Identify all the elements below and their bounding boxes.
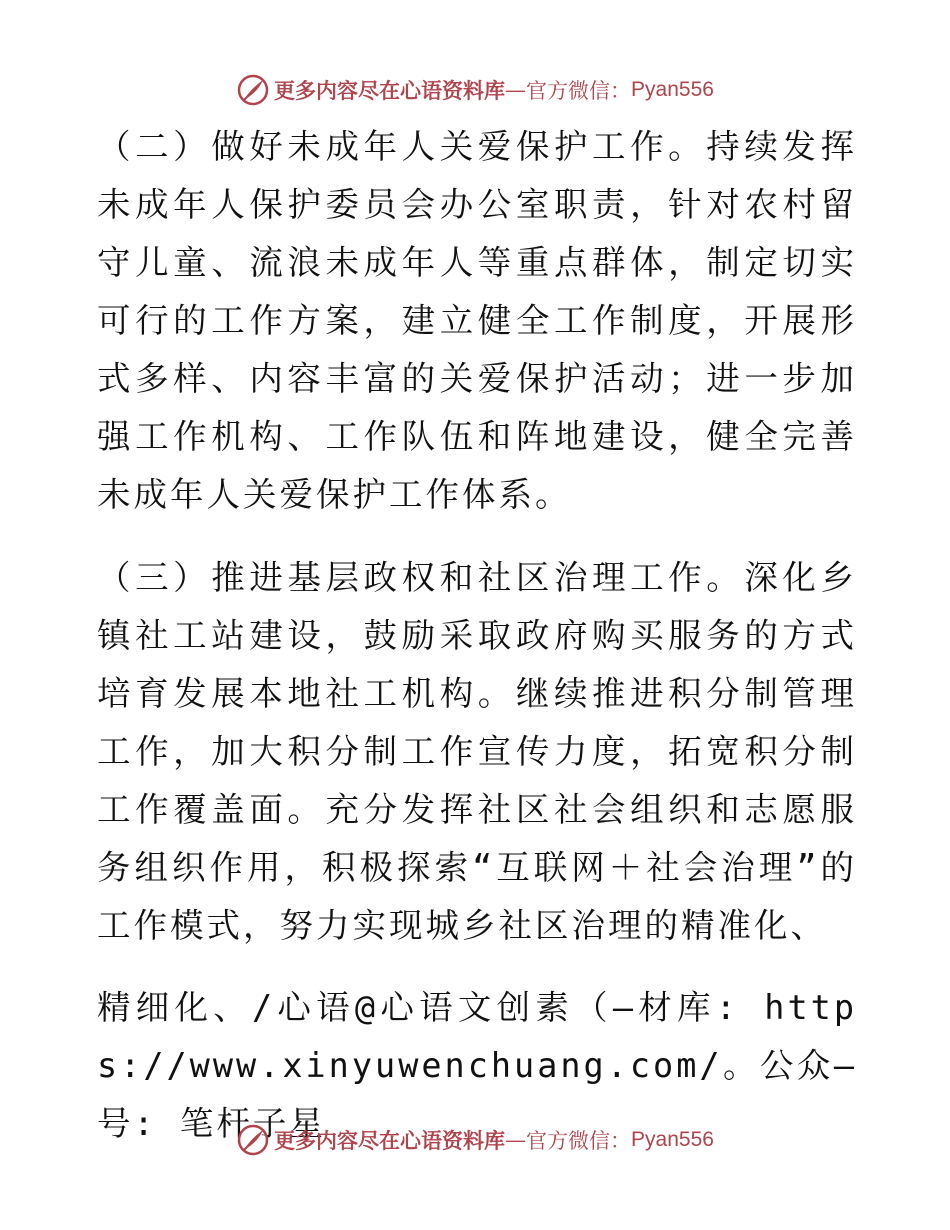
paragraph-watermark-text: 精细化、/心语@心语文创素（—材库: https://www.xinyuwenchuang.com/。公众—号: 笔杆子星 (97, 988, 857, 1143)
feather-pen-logo-icon (236, 73, 270, 107)
banner-wechat-label: 官方微信： (526, 1129, 632, 1153)
document-body (97, 118, 857, 1153)
banner-wechat-id: Pyan556 (631, 78, 714, 101)
banner-wechat-label: 官方微信： (526, 79, 632, 103)
footer-banner (0, 1120, 950, 1160)
banner-separator: — (505, 1128, 527, 1152)
banner-slogan: 更多内容尽在心语资料库 (274, 78, 506, 103)
paragraph-minors-protection: （二）做好未成年人关爱保护工作。持续发挥未成年人保护委员会办公室职责，针对农村留守儿童、流浪未成年人等重点群体，制定切实可行的工作方案，建立健全工作制度，开展形式多样、内容丰富的关爱保护活动；进一步加强工作机构、工作队伍和阵地建设，健全完善未成年人关爱保护工作体系。 (97, 127, 857, 514)
paragraph-community-governance: （三）推进基层政权和社区治理工作。深化乡镇社工站建设，鼓励采取政府购买服务的方式培育发展本地社工机构。继续推进积分制管理工作，加大积分制工作宣传力度，拓宽积分制工作覆盖面。充分发挥社区社会组织和志愿服务组织作用，积极探索“互联网＋社会治理”的工作模式，努力实现城乡社区治理的精准化、 (97, 558, 857, 945)
banner-slogan: 更多内容尽在心语资料库 (274, 1128, 506, 1153)
header-banner (0, 70, 950, 110)
feather-pen-logo-icon (236, 1123, 270, 1157)
banner-wechat-id: Pyan556 (631, 1128, 714, 1151)
banner-separator: — (505, 78, 527, 102)
